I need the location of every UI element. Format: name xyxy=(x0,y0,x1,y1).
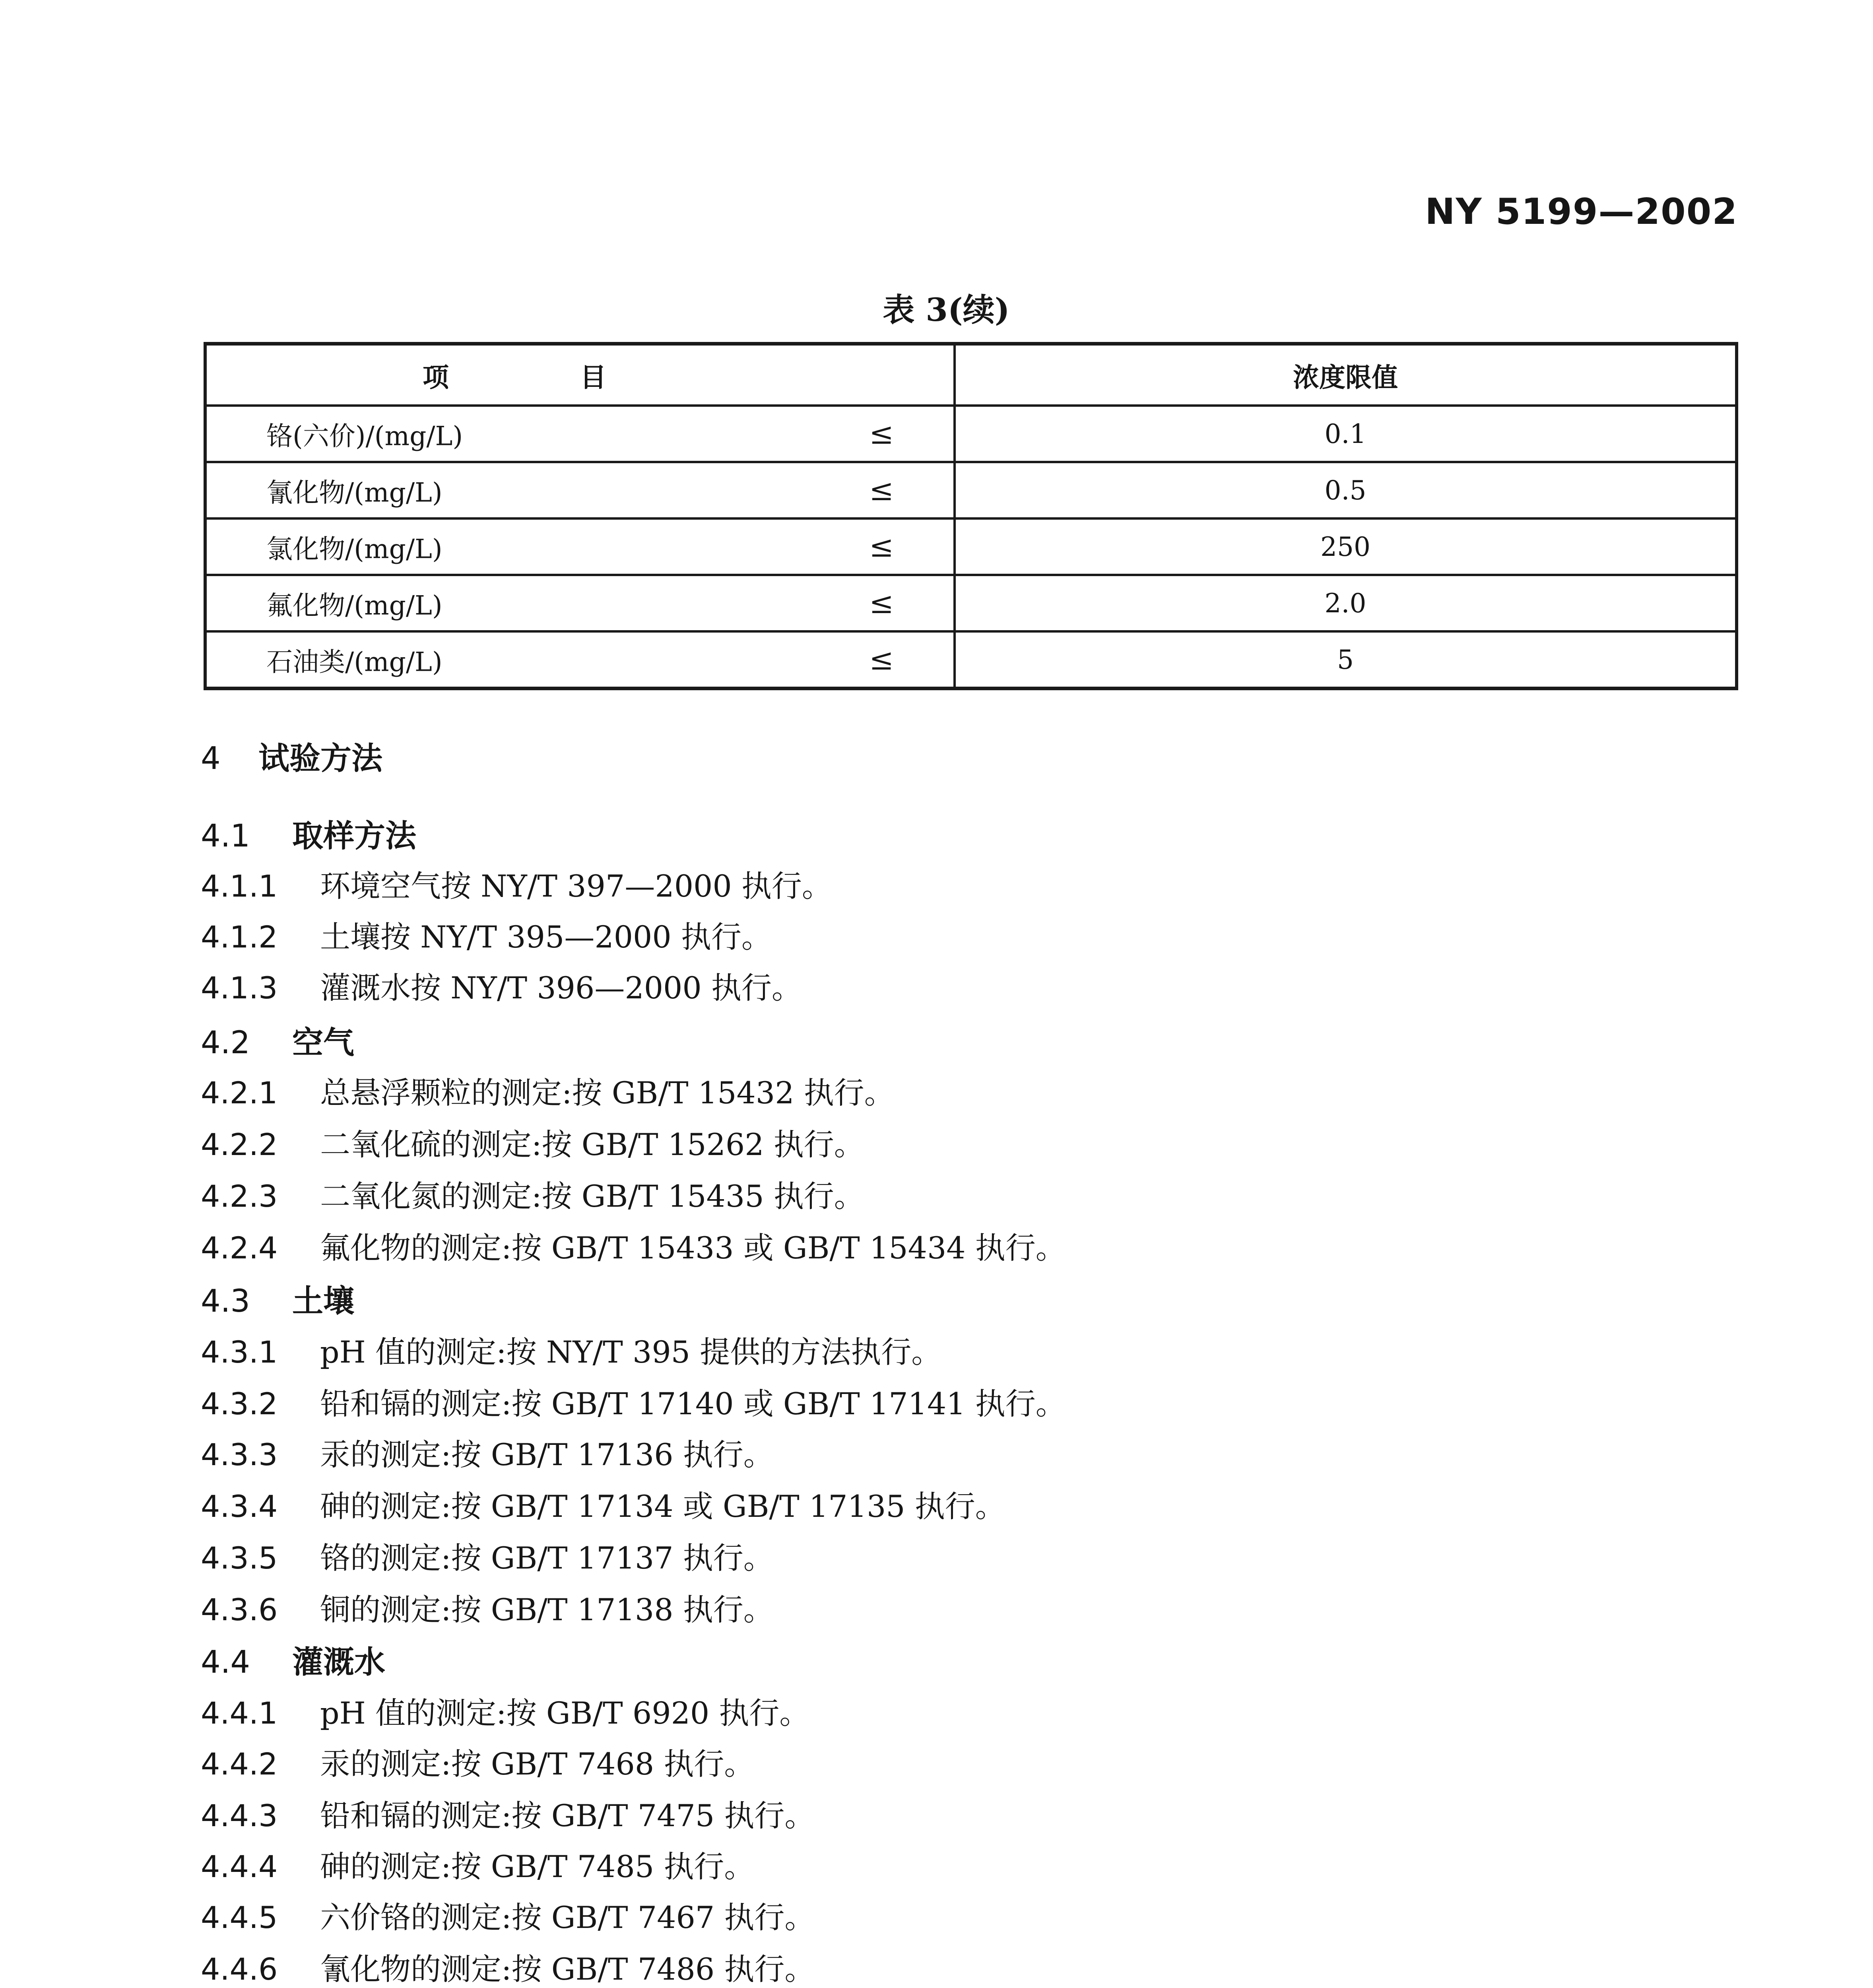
clause-text: 砷的测定:按 GB/T 7485 执行。 xyxy=(320,1849,755,1884)
clause-number: 4.3.1 xyxy=(201,1334,278,1370)
table-row xyxy=(205,631,1737,689)
clause-text: 总悬浮颗粒的测定:按 GB/T 15432 执行。 xyxy=(320,1075,895,1110)
subsection-heading xyxy=(201,811,416,856)
clause-text: 二氧化氮的测定:按 GB/T 15435 执行。 xyxy=(320,1178,864,1214)
clause-text: 二氧化硫的测定:按 GB/T 15262 执行。 xyxy=(320,1127,864,1162)
clause-line xyxy=(201,1945,815,1988)
clause-number: 4.4.2 xyxy=(201,1746,278,1782)
clause-line xyxy=(201,1740,754,1783)
clause-text: 铅和镉的测定:按 GB/T 17140 或 GB/T 17141 执行。 xyxy=(320,1386,1066,1421)
clause-line xyxy=(201,1172,864,1215)
subsection-title: 土壤 xyxy=(292,1283,355,1319)
table-row xyxy=(205,575,1737,631)
clause-number: 4.3.4 xyxy=(201,1489,278,1524)
subsection-heading xyxy=(201,1018,354,1062)
clause-text: pH 值的测定:按 GB/T 6920 执行。 xyxy=(320,1695,810,1731)
clause-text: 铅和镉的测定:按 GB/T 7475 执行。 xyxy=(320,1798,815,1833)
clause-line xyxy=(201,862,832,905)
subsection-number: 4.4 xyxy=(201,1644,250,1680)
clause-line xyxy=(201,1689,809,1732)
subsection-heading xyxy=(201,1276,354,1321)
subsection-number: 4.1 xyxy=(201,818,250,854)
clause-number: 4.4.3 xyxy=(201,1798,278,1833)
subsection-number: 4.3 xyxy=(201,1283,250,1319)
limit-value: 250 xyxy=(955,518,1737,575)
clause-line xyxy=(201,1069,895,1112)
header-limit: 浓度限值 xyxy=(955,344,1737,406)
clause-number: 4.4.5 xyxy=(201,1900,278,1935)
clause-text: 铬的测定:按 GB/T 17137 执行。 xyxy=(320,1540,774,1576)
leq-symbol: ≤ xyxy=(869,473,894,507)
clause-text: 环境空气按 NY/T 397—2000 执行。 xyxy=(320,868,832,904)
header-item: 项目 xyxy=(205,344,955,406)
leq-symbol: ≤ xyxy=(869,417,894,451)
clause-number: 4.3.3 xyxy=(201,1437,278,1472)
clause-number: 4.2.3 xyxy=(201,1178,278,1214)
limits-table xyxy=(204,342,1738,690)
clause-number: 4.4.6 xyxy=(201,1951,278,1987)
item-name: 氯化物/(mg/L) xyxy=(266,534,443,565)
section-4-heading xyxy=(201,734,382,778)
clause-line xyxy=(201,1792,815,1835)
clause-number: 4.1.1 xyxy=(201,868,278,904)
clause-text: 铜的测定:按 GB/T 17138 执行。 xyxy=(320,1592,774,1627)
table-row xyxy=(205,462,1737,518)
leq-symbol: ≤ xyxy=(869,530,894,564)
item-name: 铬(六价)/(mg/L) xyxy=(266,421,463,452)
clause-line xyxy=(201,1328,941,1371)
clause-line xyxy=(201,964,802,1007)
clause-line xyxy=(201,1482,1005,1526)
clause-text: 土壤按 NY/T 395—2000 执行。 xyxy=(320,919,772,955)
clause-number: 4.3.2 xyxy=(201,1386,278,1421)
item-cell xyxy=(205,631,955,689)
section-title: 试验方法 xyxy=(258,740,383,777)
item-name: 氰化物/(mg/L) xyxy=(266,477,443,508)
clause-text: 汞的测定:按 GB/T 17136 执行。 xyxy=(320,1437,774,1472)
clause-line xyxy=(201,1380,1066,1423)
table-row xyxy=(205,518,1737,575)
clause-number: 4.4.1 xyxy=(201,1695,278,1731)
clause-text: pH 值的测定:按 NY/T 395 提供的方法执行。 xyxy=(320,1334,942,1370)
item-cell xyxy=(205,406,955,462)
subsection-title: 灌溉水 xyxy=(292,1644,386,1680)
clause-text: 汞的测定:按 GB/T 7468 执行。 xyxy=(320,1746,755,1782)
clause-number: 4.1.3 xyxy=(201,970,278,1006)
clause-number: 4.3.6 xyxy=(201,1592,278,1627)
clause-line xyxy=(201,1224,1066,1267)
clause-number: 4.4.4 xyxy=(201,1849,278,1884)
clause-line xyxy=(201,1842,754,1886)
limit-value: 0.5 xyxy=(955,462,1737,518)
limit-value: 0.1 xyxy=(955,406,1737,462)
clause-line xyxy=(201,1431,774,1474)
clause-text: 砷的测定:按 GB/T 17134 或 GB/T 17135 执行。 xyxy=(320,1489,1005,1524)
clause-line xyxy=(201,913,772,956)
clause-text: 氟化物的测定:按 GB/T 15433 或 GB/T 15434 执行。 xyxy=(320,1230,1066,1266)
clause-number: 4.2.2 xyxy=(201,1127,278,1162)
clause-line xyxy=(201,1893,815,1937)
item-name: 石油类/(mg/L) xyxy=(266,646,443,678)
limit-value: 5 xyxy=(955,631,1737,689)
table-header-row xyxy=(205,344,1737,406)
clause-line xyxy=(201,1120,864,1164)
table-caption: 表 3(续) xyxy=(883,291,1010,328)
table-row xyxy=(205,406,1737,462)
clause-line xyxy=(201,1586,774,1629)
limit-value: 2.0 xyxy=(955,575,1737,631)
subsection-title: 取样方法 xyxy=(292,818,417,854)
clause-text: 灌溉水按 NY/T 396—2000 执行。 xyxy=(320,970,802,1006)
section-number: 4 xyxy=(201,741,221,777)
clause-number: 4.3.5 xyxy=(201,1540,278,1576)
item-cell xyxy=(205,462,955,518)
subsection-heading xyxy=(201,1637,385,1682)
item-cell xyxy=(205,575,955,631)
leq-symbol: ≤ xyxy=(869,586,894,620)
item-cell xyxy=(205,518,955,575)
clause-number: 4.2.1 xyxy=(201,1075,278,1110)
subsection-number: 4.2 xyxy=(201,1025,250,1061)
subsection-title: 空气 xyxy=(292,1025,355,1061)
leq-symbol: ≤ xyxy=(869,643,894,677)
clause-line xyxy=(201,1534,774,1577)
clause-number: 4.1.2 xyxy=(201,919,278,955)
standard-code: NY 5199—2002 xyxy=(1425,191,1738,233)
item-name: 氟化物/(mg/L) xyxy=(266,590,443,621)
clause-text: 氰化物的测定:按 GB/T 7486 执行。 xyxy=(320,1951,815,1987)
clause-number: 4.2.4 xyxy=(201,1230,278,1266)
clause-text: 六价铬的测定:按 GB/T 7467 执行。 xyxy=(320,1900,815,1935)
